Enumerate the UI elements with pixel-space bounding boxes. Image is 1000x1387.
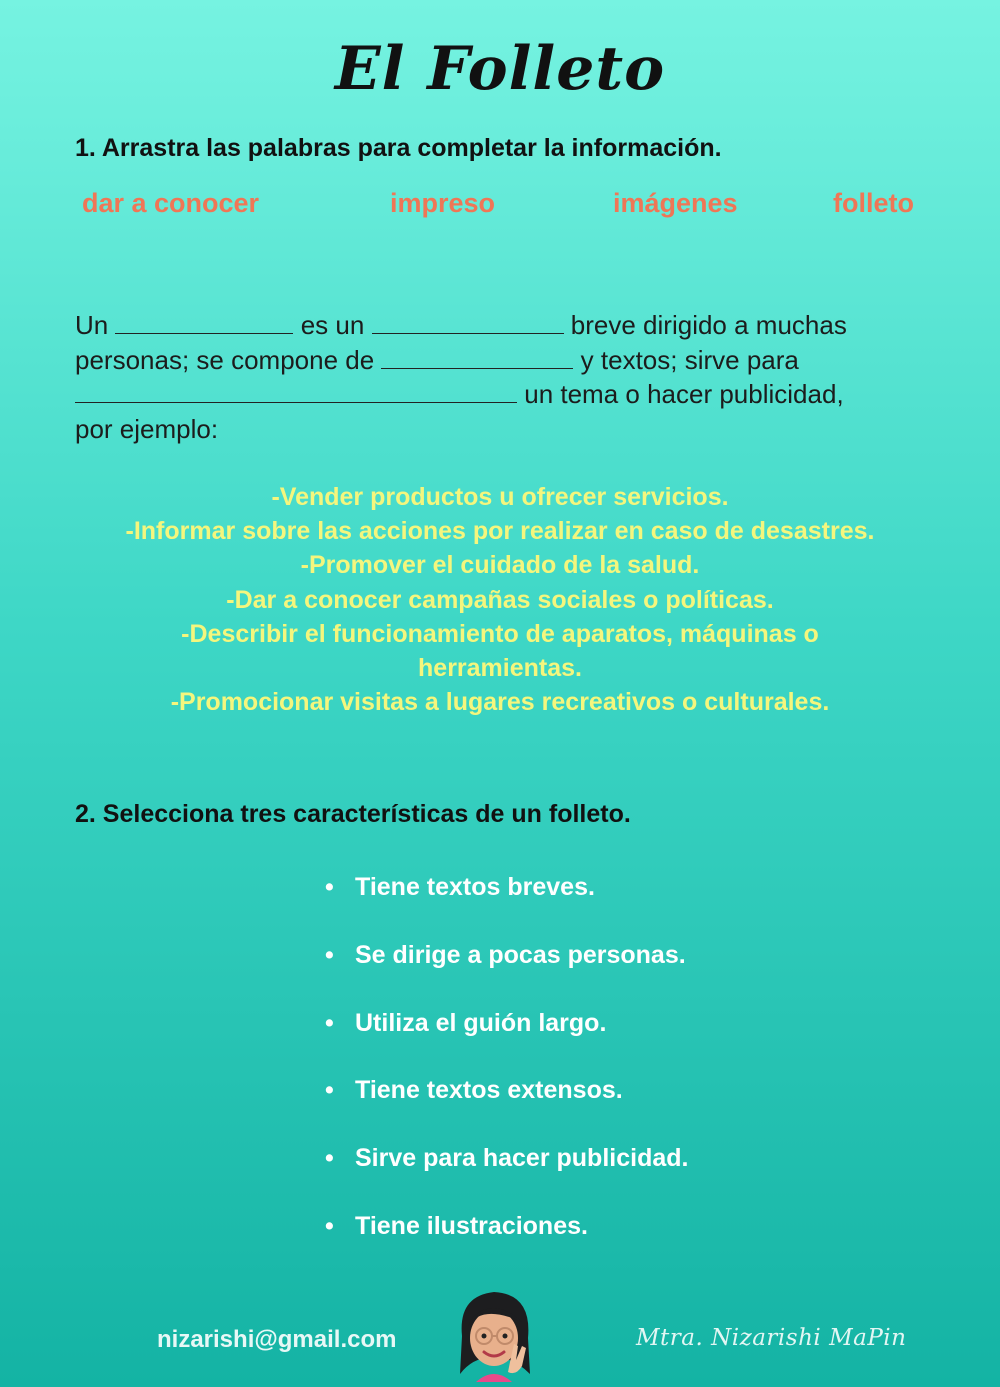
option-label: Tiene textos breves. xyxy=(355,873,595,901)
example-item: -Describir el funcionamiento de aparatos, máquinas o xyxy=(181,619,819,648)
avatar-icon xyxy=(452,1286,536,1382)
draggable-word-dar-a-conocer[interactable]: dar a conocer xyxy=(82,188,260,218)
option-label: Se dirige a pocas personas. xyxy=(355,941,686,969)
sentence-text: Un xyxy=(75,310,109,340)
drop-blank-3[interactable] xyxy=(381,344,573,369)
option-item-1[interactable] xyxy=(325,873,595,902)
option-item-3[interactable] xyxy=(325,1009,606,1038)
example-item: -Promocionar visitas a lugares recreativos o culturales. xyxy=(170,688,830,717)
sentence-text: y textos; sirve para xyxy=(580,344,799,375)
option-item-6[interactable] xyxy=(325,1212,588,1241)
footer-email: nizarishi@gmail.com xyxy=(157,1326,397,1353)
drop-blank-1[interactable] xyxy=(115,309,293,334)
option-item-5[interactable] xyxy=(325,1144,688,1173)
option-label: Sirve para hacer publicidad. xyxy=(355,1144,689,1172)
author-signature: Mtra. Nizarishi MaPin xyxy=(636,1325,907,1351)
question-2-instruction: 2. Selecciona tres características de un folleto. xyxy=(75,800,631,828)
bullet-icon: • xyxy=(325,873,334,901)
examples-list xyxy=(40,480,960,719)
bullet-icon: • xyxy=(325,941,334,969)
option-label: Tiene ilustraciones. xyxy=(355,1212,588,1240)
sentence-text: un tema o hacer publicidad, xyxy=(524,379,844,409)
option-item-4[interactable] xyxy=(325,1076,623,1105)
drop-blank-4[interactable] xyxy=(75,378,517,403)
bullet-icon: • xyxy=(325,1212,334,1240)
sentence-text: breve dirigido a muchas xyxy=(570,310,847,340)
draggable-word-impreso[interactable]: impreso xyxy=(390,188,496,218)
sentence-text: es un xyxy=(300,310,365,340)
example-item: -Informar sobre las acciones por realizar en caso de desastres. xyxy=(125,517,875,546)
option-label: Utiliza el guión largo. xyxy=(355,1009,607,1037)
draggable-word-imagenes[interactable]: imágenes xyxy=(613,188,738,218)
example-item: herramientas. xyxy=(418,654,582,683)
question-1-instruction: 1. Arrastra las palabras para completar la información. xyxy=(75,134,722,162)
option-item-2[interactable] xyxy=(325,941,686,970)
page-title: El Folleto xyxy=(334,34,666,104)
sentence-text: personas; se compone de xyxy=(75,344,375,375)
example-item: -Dar a conocer campañas sociales o políticas. xyxy=(226,585,774,614)
bullet-icon: • xyxy=(325,1076,334,1104)
fill-in-paragraph xyxy=(75,308,935,446)
drop-blank-2[interactable] xyxy=(372,309,564,334)
example-item: -Promover el cuidado de la salud. xyxy=(300,551,700,580)
example-item: -Vender productos u ofrecer servicios. xyxy=(271,483,729,511)
option-label: Tiene textos extensos. xyxy=(355,1076,623,1104)
bullet-icon: • xyxy=(325,1009,334,1037)
sentence-text: por ejemplo: xyxy=(75,413,219,444)
draggable-word-folleto[interactable]: folleto xyxy=(833,188,914,218)
bullet-icon: • xyxy=(325,1144,334,1172)
